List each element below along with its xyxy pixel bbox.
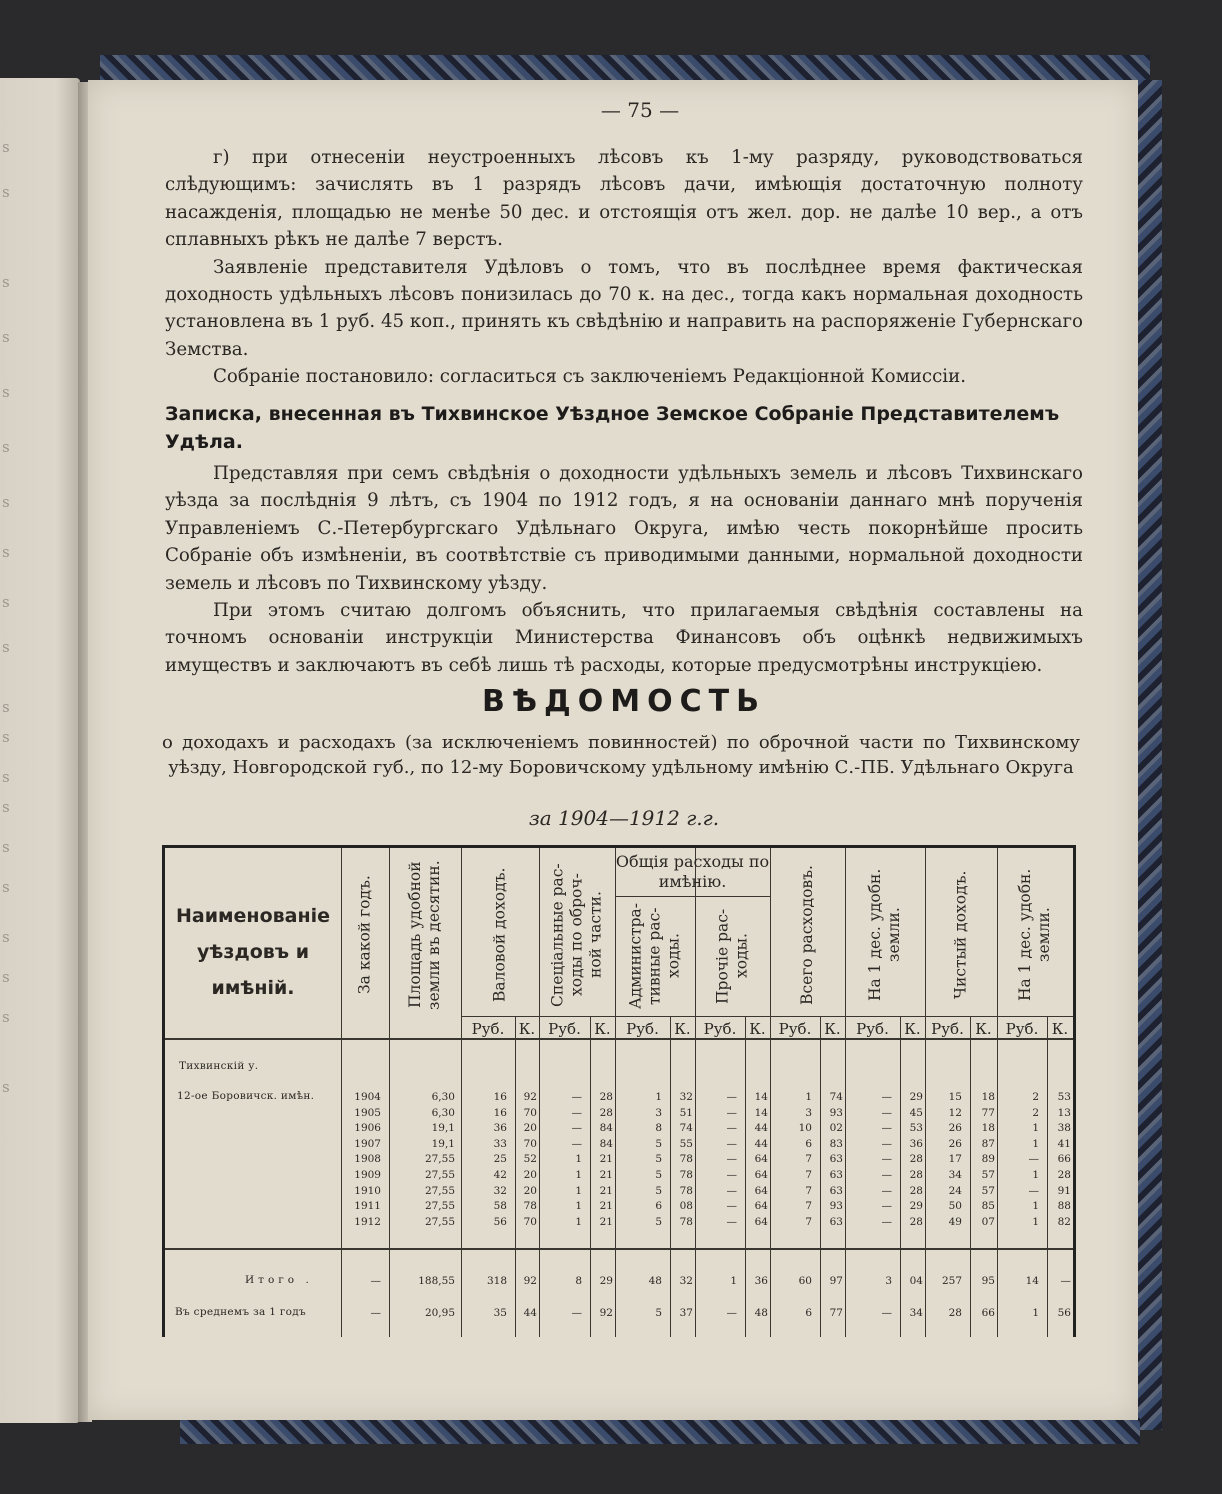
table-column-header: Чистый доходъ. (951, 870, 970, 1000)
table-cell: 66 (981, 1307, 995, 1319)
table-cell: 77 (981, 1106, 995, 1119)
table-cell: 1 (1032, 1169, 1039, 1181)
table-cell: 34 (948, 1169, 962, 1181)
table-cell: 78 (679, 1169, 693, 1181)
table-cell: 28 (948, 1307, 962, 1319)
table-cell: 41 (1057, 1137, 1071, 1150)
left-page-glyph: s (2, 638, 10, 656)
table-cell: 1 (1032, 1215, 1039, 1228)
table-cell: 14 (754, 1091, 768, 1103)
table-cell: 78 (679, 1153, 693, 1166)
table-cell: — (571, 1091, 582, 1103)
left-page-glyph: s (2, 273, 10, 291)
table-cell: 20 (523, 1169, 537, 1181)
table-column-header: Площадь удобной земли въ десятин. (406, 860, 443, 1010)
table-unit-rub: Руб. (703, 1020, 737, 1038)
table-cell: 21 (599, 1169, 613, 1181)
table-column-header: Администра- тивные рас- ходы. (626, 903, 683, 1009)
table-unit-rub: Руб. (1005, 1020, 1039, 1038)
table-cell: 70 (523, 1137, 537, 1150)
table-cell: 21 (599, 1153, 613, 1166)
left-page-glyph: s (2, 1078, 10, 1096)
table-header-name: Наименованіе уѣздовъ и имѣній. (175, 905, 330, 999)
paragraph-2: Заявленіе представителя Удѣловъ о томъ, что въ послѣднее время фактическая доходность удѣльныхъ лѣсовъ понизилась до 70 к. на дес., тогда какъ нормальная доходность установлена въ 1 руб. 45 коп., принять къ свѣдѣнію и направить на распоряженіе Губернскаго Земства. (165, 256, 1083, 360)
table-cell: 74 (679, 1122, 693, 1135)
table-cell: 16 (493, 1106, 507, 1119)
table-cell: 28 (909, 1184, 923, 1197)
table-column-header: Всего расходовъ. (798, 865, 816, 1005)
table-cell: 44 (523, 1307, 537, 1319)
table-cell: 14 (754, 1106, 768, 1119)
table-cell: 36 (754, 1275, 768, 1287)
table-cell: 1 (1032, 1122, 1039, 1135)
table-cell: 1 (655, 1091, 662, 1103)
table-cell: 7 (805, 1200, 812, 1213)
table-cell: 70 (523, 1106, 537, 1119)
table-cell: 5 (655, 1137, 662, 1150)
table-cell: — (726, 1215, 737, 1228)
table-cell: 42 (493, 1169, 507, 1181)
table-column-header: Валовой доходъ. (490, 867, 509, 1003)
table-cell: 78 (679, 1184, 693, 1197)
left-page-glyph: s (2, 543, 10, 561)
table-cell: 1 (575, 1169, 582, 1181)
table-cell: — (370, 1275, 381, 1287)
left-page-glyph: s (2, 493, 10, 511)
left-page-edge (0, 78, 80, 1423)
table-cell: 1 (805, 1091, 812, 1103)
table-cell: — (1028, 1153, 1039, 1166)
table-cell: 64 (754, 1200, 768, 1213)
left-page-glyph: s (2, 878, 10, 896)
table-cell: 78 (523, 1200, 537, 1213)
table-cell: — (881, 1307, 892, 1319)
table-unit-rub: Руб. (778, 1020, 812, 1038)
table-unit-rub: Руб. (856, 1020, 889, 1038)
table-cell: 55 (679, 1137, 693, 1150)
table-column-header: Спеціальные рас- ходы по оброч- ной части. (548, 863, 605, 1007)
table-cell: 6 (805, 1307, 812, 1319)
table-unit-rub: Руб. (931, 1020, 964, 1038)
left-page-glyph: s (2, 928, 10, 946)
table-cell: 1 (1032, 1137, 1039, 1150)
table-cell: 92 (523, 1091, 537, 1103)
table-header-bottom (165, 1038, 1073, 1040)
table-cell: 53 (1057, 1091, 1071, 1103)
table-cell: 1 (575, 1153, 582, 1166)
table-group-line (615, 896, 770, 897)
table-cell: 28 (909, 1215, 923, 1228)
table-cell: 92 (523, 1275, 537, 1287)
table-cell: 1 (730, 1275, 737, 1287)
table-cell: 1 (1032, 1200, 1039, 1213)
table-cell: 7 (805, 1169, 812, 1181)
table-cell: 04 (909, 1275, 923, 1287)
table-cell: 28 (599, 1106, 613, 1119)
revenue-table (162, 845, 1076, 1337)
table-cell: 5 (655, 1153, 662, 1166)
table-cell: 1907 (354, 1137, 381, 1150)
table-cell: 1911 (354, 1200, 381, 1213)
left-page-glyph: s (2, 798, 10, 816)
table-cell: — (726, 1184, 737, 1197)
table-cell: — (571, 1106, 582, 1119)
table-cell: — (881, 1215, 892, 1228)
table-cell: — (571, 1137, 582, 1150)
table-column-header: Прочіе рас- ходы. (713, 908, 751, 1004)
table-cell: 51 (679, 1106, 693, 1119)
table-cell: 20 (523, 1122, 537, 1135)
table-cell: 57 (981, 1169, 995, 1181)
table-cell: 52 (523, 1153, 537, 1166)
table-cell: 14 (1025, 1275, 1039, 1287)
table-cell: — (1028, 1184, 1039, 1197)
statement-title: ВѢДОМОСТЬ (481, 684, 766, 719)
table-cell: 19,1 (431, 1122, 455, 1135)
table-cell: 84 (599, 1122, 613, 1135)
left-page-glyph: s (2, 728, 10, 746)
table-cell: 84 (599, 1137, 613, 1150)
table-cell: 64 (754, 1153, 768, 1166)
table-cell: 58 (493, 1200, 507, 1213)
table-cell: — (726, 1169, 737, 1181)
table-avg-label: Въ среднемъ за 1 годъ (175, 1306, 307, 1318)
table-cell: 1912 (354, 1215, 381, 1228)
left-page-glyph: s (2, 593, 10, 611)
table-cell: 3 (885, 1275, 892, 1287)
table-column-header: На 1 дес. удобн. земли. (866, 868, 903, 1002)
table-cell: 48 (754, 1307, 768, 1319)
statement-subtitle: о доходахъ и расходахъ (за исключеніемъ повинностей) по оброчной части по Тихвинскому уѣзду, Новгородской губ., по 12-му Боровичскому удѣльному имѣнію С.-ПБ. Удѣльнаго Округа (162, 732, 1080, 778)
table-total-label: Итого . (245, 1274, 313, 1286)
table-cell: 34 (909, 1307, 923, 1319)
statement-years: за 1904—1912 г.г. (528, 806, 720, 830)
table-unit-kop: К. (904, 1020, 921, 1038)
table-cell: 35 (493, 1307, 507, 1319)
table-cell: 48 (648, 1275, 662, 1287)
table-cell: 10 (798, 1122, 812, 1135)
table-cell: 57 (981, 1184, 995, 1197)
left-page-glyph: s (2, 183, 10, 201)
table-cell: 26 (948, 1122, 962, 1135)
table-cell: — (881, 1091, 892, 1103)
note-title: Записка, внесенная въ Тихвинское Уѣздное Земское Собраніе Представителемъ Удѣла. (165, 403, 1060, 453)
table-cell: 12 (948, 1106, 962, 1119)
table-cell: 188,55 (418, 1275, 455, 1287)
table-cell: 63 (829, 1169, 843, 1181)
table-cell: 85 (981, 1200, 995, 1213)
paragraph-4: Представляя при семъ свѣдѣнія о доходности удѣльныхъ земель и лѣсовъ Тихвинскаго уѣзда за послѣднія 9 лѣтъ, съ 1904 по 1912 годъ, я на основаніи даннаго мнѣ порученія Управленіемъ С.-Петербургскаго Удѣльнаго Округа, имѣю честь покорнѣйше просить Собраніе объ измѣненіи, въ соотвѣтствіе съ приводимыми данными, нормальной доходности земель и лѣсовъ по Тихвинскому уѣзду. (165, 463, 1083, 594)
table-cell: — (881, 1106, 892, 1119)
table-unit-kop: К. (749, 1020, 766, 1038)
table-cell: 44 (754, 1137, 768, 1150)
table-cell: 1905 (354, 1106, 381, 1119)
table-cell: — (571, 1122, 582, 1135)
table-cell: 27,55 (424, 1184, 455, 1197)
table-cell: 7 (805, 1184, 812, 1197)
table-cell: 3 (805, 1106, 812, 1119)
table-cell: 88 (1057, 1200, 1071, 1213)
table-cell: — (881, 1200, 892, 1213)
table-cell: 17 (948, 1153, 962, 1166)
table-cell: 1910 (354, 1184, 381, 1197)
table-cell: 29 (909, 1200, 923, 1213)
table-cell: 1904 (354, 1091, 381, 1103)
table-cell: — (881, 1153, 892, 1166)
table-cell: 93 (829, 1200, 843, 1213)
table-unit-kop: К. (674, 1020, 691, 1038)
table-cell: 87 (981, 1137, 995, 1150)
table-cell: 2 (1032, 1106, 1039, 1119)
table-cell: 50 (948, 1200, 962, 1213)
table-cell: — (726, 1307, 737, 1319)
table-cell: — (726, 1106, 737, 1119)
table-cell: — (571, 1307, 582, 1319)
page-number: — 75 — (600, 98, 680, 122)
table-unit-rub: Руб. (471, 1020, 505, 1038)
table-cell: 28 (909, 1169, 923, 1181)
table-cell: 92 (599, 1307, 613, 1319)
table-cell: 25 (493, 1153, 507, 1166)
table-cell: 28 (599, 1091, 613, 1103)
table-cell: 1908 (354, 1153, 381, 1166)
table-cell: 93 (829, 1106, 843, 1119)
table-cell: — (726, 1153, 737, 1166)
table-cell: 89 (981, 1153, 995, 1166)
left-page-glyph: s (2, 1008, 10, 1026)
table-cell: 5 (655, 1215, 662, 1228)
table-cell: 21 (599, 1184, 613, 1197)
table-cell: 32 (679, 1275, 693, 1287)
paragraph-block-2 (165, 460, 1083, 679)
paragraph-block-1 (165, 144, 1083, 391)
book-binding-bottom (180, 1418, 1140, 1444)
table-unit-kop: К. (824, 1020, 841, 1038)
table-cell: 91 (1057, 1184, 1071, 1197)
table-unit-kop: К. (518, 1020, 536, 1038)
table-cell: 56 (1057, 1307, 1071, 1319)
table-cell: 63 (829, 1153, 843, 1166)
table-cell: 74 (829, 1091, 843, 1103)
table-cell: — (1060, 1275, 1071, 1287)
table-cell: 44 (754, 1122, 768, 1135)
table-cell: 2 (1032, 1091, 1039, 1103)
left-page-glyph: s (2, 328, 10, 346)
table-cell: 64 (754, 1184, 768, 1197)
table-cell: 1909 (354, 1169, 381, 1181)
table-unit-rub: Руб. (548, 1020, 581, 1038)
table-cell: — (881, 1184, 892, 1197)
table-cell: 49 (948, 1215, 962, 1228)
table-cell: 5 (655, 1184, 662, 1197)
table-cell: 21 (599, 1200, 613, 1213)
table-unit-kop: К. (594, 1020, 611, 1038)
table-cell: 28 (909, 1153, 923, 1166)
table-cell: 60 (798, 1275, 812, 1287)
table-cell: 36 (909, 1137, 923, 1150)
table-cell: 27,55 (424, 1169, 455, 1181)
table-cell: 36 (493, 1122, 507, 1135)
book-binding-top (100, 55, 1150, 83)
table-total-line (165, 1248, 1073, 1250)
table-group-header: Общія расходы по имѣнію. (615, 852, 770, 891)
table-cell: — (881, 1169, 892, 1181)
table-cell: — (370, 1307, 381, 1319)
table-cell: 318 (486, 1275, 507, 1287)
table-cell: 64 (754, 1215, 768, 1228)
table-cell: 3 (655, 1106, 662, 1119)
table-unit-rub: Руб. (626, 1020, 659, 1038)
table-cell: — (881, 1137, 892, 1150)
table-cell: 20 (523, 1184, 537, 1197)
table-cell: 1 (575, 1200, 582, 1213)
table-cell: 63 (829, 1184, 843, 1197)
book-binding-right (1136, 80, 1162, 1430)
table-cell: 32 (679, 1091, 693, 1103)
left-page-glyph: s (2, 383, 10, 401)
table-cell: 6 (805, 1137, 812, 1150)
left-page-glyph: s (2, 838, 10, 856)
table-cell: 45 (909, 1106, 923, 1119)
table-cell: 66 (1057, 1153, 1071, 1166)
table-cell: 7 (805, 1153, 812, 1166)
left-page-glyph: s (2, 138, 10, 156)
table-cell: 1 (1032, 1307, 1039, 1319)
table-cell: 28 (1057, 1169, 1071, 1181)
table-cell: 95 (981, 1275, 995, 1287)
table-cell: 29 (909, 1091, 923, 1103)
paragraph-1: г) при отнесеніи неустроенныхъ лѣсовъ къ 1-му разряду, руководствоваться слѣдующимъ: зачислять въ 1 разрядъ лѣсовъ дачи, имѣющія достаточную полноту насажденія, площадью не менѣе 50 дес. и отстоящія отъ жел. дор. не далѣе 10 вер., а отъ сплавныхъ рѣкъ не далѣе 7 верстъ. (165, 147, 1083, 251)
table-cell: 20,95 (424, 1307, 455, 1319)
table-cell: — (726, 1200, 737, 1213)
table-cell: 97 (829, 1275, 843, 1287)
table-cell: 26 (948, 1137, 962, 1150)
table-unit-kop: К. (1051, 1020, 1069, 1038)
table-cell: 257 (941, 1275, 962, 1287)
left-page-glyph: s (2, 698, 10, 716)
table-cell: — (881, 1122, 892, 1135)
table-cell: 08 (679, 1200, 693, 1213)
table-cell: 21 (599, 1215, 613, 1228)
table-cell: 27,55 (424, 1200, 455, 1213)
table-cell: 64 (754, 1169, 768, 1181)
table-cell: 6 (655, 1200, 662, 1213)
table-cell: 15 (948, 1091, 962, 1103)
table-column-header: На 1 дес. удобн. земли. (1016, 868, 1053, 1002)
table-cell: 18 (981, 1091, 995, 1103)
table-cell: 6,30 (431, 1091, 455, 1103)
table-cell: 70 (523, 1215, 537, 1228)
table-column-header: За какой годъ. (355, 875, 374, 995)
table-cell: 24 (948, 1184, 962, 1197)
table-cell: 32 (493, 1184, 507, 1197)
left-page-glyph: s (2, 968, 10, 986)
table-cell: 8 (655, 1122, 662, 1135)
table-cell: — (726, 1091, 737, 1103)
table-cell: — (726, 1122, 737, 1135)
table-cell: 29 (599, 1275, 613, 1287)
table-cell: 56 (493, 1215, 507, 1228)
table-cell: 27,55 (424, 1153, 455, 1166)
paragraph-5: При этомъ считаю долгомъ объяснить, что прилагаемыя свѣдѣнія составлены на точномъ основаніи инструкціи Министерства Финансовъ объ оцѣнкѣ недвижимыхъ имуществъ и заключаютъ въ себѣ лишь тѣ расходы, которые предусмотрѣны инструкціею. (165, 600, 1083, 676)
table-cell: 7 (805, 1215, 812, 1228)
table-cell: 38 (1057, 1122, 1071, 1135)
table-estate-label: 12-ое Боровичск. имѣн. (177, 1090, 315, 1102)
table-cell: 1 (575, 1184, 582, 1197)
left-page-glyph: s (2, 438, 10, 456)
table-cell: 6,30 (431, 1106, 455, 1119)
table-cell: 07 (981, 1215, 995, 1228)
table-cell: 5 (655, 1307, 662, 1319)
table-district-label: Тихвинскій у. (179, 1060, 259, 1072)
table-unit-kop: К. (975, 1020, 992, 1038)
table-cell: 1 (575, 1215, 582, 1228)
table-cell: 82 (1057, 1215, 1071, 1228)
table-cell: 18 (981, 1122, 995, 1135)
table-cell: 16 (493, 1091, 507, 1103)
table-cell: 02 (829, 1122, 843, 1135)
table-cell: 83 (829, 1137, 843, 1150)
table-unit-line (461, 1016, 1073, 1017)
table-cell: 19,1 (431, 1137, 455, 1150)
table-cell: 5 (655, 1169, 662, 1181)
table-cell: 53 (909, 1122, 923, 1135)
table-cell: — (726, 1137, 737, 1150)
table-cell: 37 (679, 1307, 693, 1319)
table-cell: 27,55 (424, 1215, 455, 1228)
table-cell: 78 (679, 1215, 693, 1228)
paragraph-3: Собраніе постановило: согласиться съ заключеніемъ Редакціонной Комиссіи. (213, 366, 966, 388)
left-page-glyph: s (2, 768, 10, 786)
table-cell: 33 (493, 1137, 507, 1150)
table-cell: 77 (829, 1307, 843, 1319)
table-cell: 1906 (354, 1122, 381, 1135)
table-cell: 8 (575, 1275, 582, 1287)
table-cell: 63 (829, 1215, 843, 1228)
table-cell: 13 (1057, 1106, 1071, 1119)
